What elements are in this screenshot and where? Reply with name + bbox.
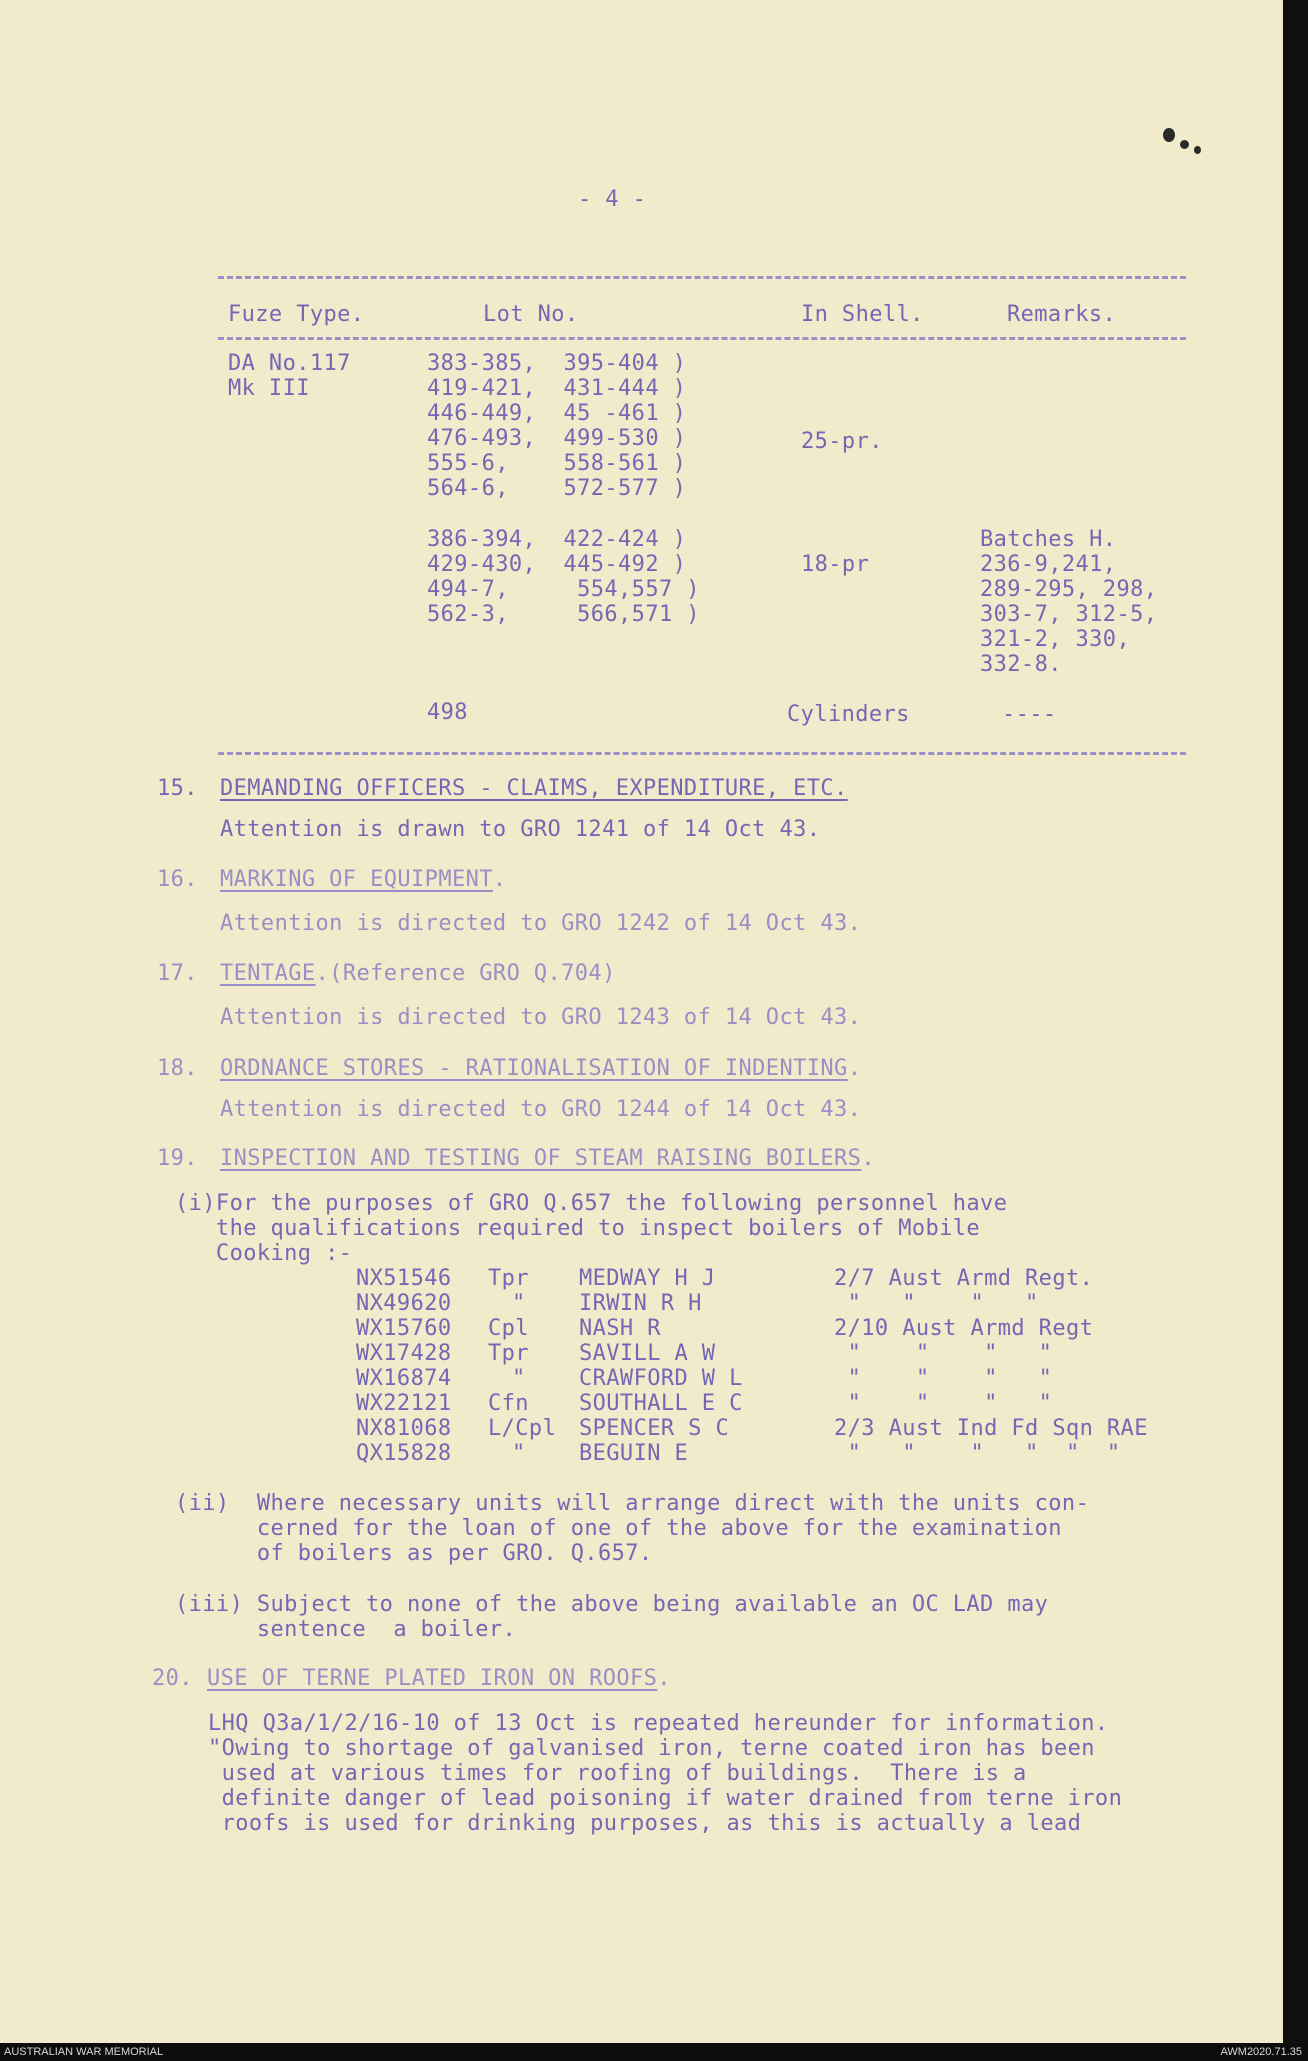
personnel-number: NX49620 bbox=[356, 1291, 452, 1316]
section-body: Attention is directed to GRO 1244 of 14 Oct 43. bbox=[220, 1097, 862, 1122]
section-heading: DEMANDING OFFICERS - CLAIMS, EXPENDITURE, ETC. bbox=[220, 776, 848, 801]
lot-line: 562-3, 566,571 ) bbox=[427, 602, 700, 627]
table-bottom-rule bbox=[218, 752, 1186, 755]
archive-footer bbox=[0, 2043, 1308, 2061]
section-heading-suffix: . bbox=[492, 867, 507, 892]
remarks-line: ---- bbox=[1002, 702, 1057, 727]
remarks-line: Batches H. bbox=[980, 527, 1117, 552]
shell-value: 18-pr bbox=[801, 552, 870, 577]
personnel-name: SPENCER S C bbox=[579, 1416, 730, 1441]
personnel-unit: " " " " bbox=[834, 1341, 1053, 1366]
table-top-rule bbox=[218, 276, 1186, 279]
remarks-line: 303-7, 312-5, bbox=[980, 602, 1158, 627]
lot-line: 446-449, 45 -461 ) bbox=[427, 401, 687, 426]
section-heading-line bbox=[220, 962, 616, 986]
lot-line: 494-7, 554,557 ) bbox=[427, 577, 700, 602]
personnel-name: IRWIN R H bbox=[579, 1291, 702, 1316]
ink-spot bbox=[1163, 128, 1175, 142]
lot-line: 555-6, 558-561 ) bbox=[427, 451, 687, 476]
col-header-lot-no: Lot No. bbox=[483, 302, 579, 327]
personnel-rank: " bbox=[512, 1366, 526, 1391]
lot-line: 386-394, 422-424 ) bbox=[427, 527, 687, 552]
personnel-number: NX51546 bbox=[356, 1266, 452, 1291]
footer-reference: AWM2020.71.35 bbox=[1220, 2046, 1302, 2058]
personnel-rank: Cpl bbox=[488, 1316, 529, 1341]
personnel-unit: " " " " " " bbox=[834, 1441, 1121, 1466]
section-heading: MARKING OF EQUIPMENT bbox=[220, 867, 493, 892]
page-number: - 4 - bbox=[578, 187, 647, 212]
personnel-unit: " " " " bbox=[834, 1366, 1053, 1391]
section-body: Attention is directed to GRO 1242 of 14 Oct 43. bbox=[220, 911, 862, 936]
lot-line: 476-493, 499-530 ) bbox=[427, 426, 687, 451]
personnel-name: CRAWFORD W L bbox=[579, 1366, 743, 1391]
fuze-type-line: DA No.117 bbox=[228, 351, 351, 376]
personnel-name: SOUTHALL E C bbox=[579, 1391, 743, 1416]
section-number: 19. bbox=[157, 1146, 198, 1171]
section-heading-line bbox=[220, 868, 507, 892]
s20-line: roofs is used for drinking purposes, as this is actually a lead bbox=[208, 1811, 1082, 1836]
section-heading: ORDNANCE STORES - RATIONALISATION OF INDENTING bbox=[220, 1056, 848, 1081]
shell-value: Cylinders bbox=[787, 702, 910, 727]
personnel-number: WX16874 bbox=[356, 1366, 452, 1391]
s19-intro-line: (i)For the purposes of GRO Q.657 the following personnel have bbox=[175, 1191, 1008, 1216]
section-heading: INSPECTION AND TESTING OF STEAM RAISING BOILERS bbox=[220, 1146, 862, 1171]
lot-line: 564-6, 572-577 ) bbox=[427, 476, 687, 501]
s19-intro-line: the qualifications required to inspect boilers of Mobile bbox=[175, 1216, 981, 1241]
ink-spot bbox=[1180, 140, 1189, 149]
col-header-in-shell: In Shell. bbox=[801, 302, 924, 327]
personnel-rank: Tpr bbox=[488, 1266, 529, 1291]
col-header-fuze-type: Fuze Type. bbox=[228, 302, 365, 327]
lot-line: 419-421, 431-444 ) bbox=[427, 376, 687, 401]
section-heading-suffix: . bbox=[657, 1666, 671, 1691]
section-heading-line bbox=[220, 1147, 875, 1171]
personnel-rank: L/Cpl bbox=[488, 1416, 557, 1441]
section-heading-suffix: . bbox=[847, 1056, 862, 1081]
personnel-unit: " " " " bbox=[834, 1391, 1053, 1416]
lot-line: 383-385, 395-404 ) bbox=[427, 351, 687, 376]
s20-line: definite danger of lead poisoning if water drained from terne iron bbox=[208, 1786, 1123, 1811]
table-header-rule bbox=[218, 337, 1186, 340]
s19-para-ii: cerned for the loan of one of the above for the examination bbox=[175, 1516, 1062, 1541]
col-header-remarks: Remarks. bbox=[1007, 302, 1117, 327]
personnel-rank: Cfn bbox=[488, 1391, 529, 1416]
section-heading-line bbox=[220, 1057, 861, 1081]
personnel-name: MEDWAY H J bbox=[579, 1266, 716, 1291]
footer-institution: AUSTRALIAN WAR MEMORIAL bbox=[4, 2046, 164, 2058]
personnel-unit: 2/10 Aust Armd Regt bbox=[834, 1316, 1094, 1341]
fuze-type-line: Mk III bbox=[228, 376, 310, 401]
section-body: Attention is directed to GRO 1243 of 14 Oct 43. bbox=[220, 1005, 862, 1030]
personnel-unit: 2/3 Aust Ind Fd Sqn RAE bbox=[834, 1416, 1148, 1441]
personnel-name: SAVILL A W bbox=[579, 1341, 716, 1366]
section-number: 18. bbox=[157, 1056, 198, 1081]
s19-para-ii: (ii) Where necessary units will arrange direct with the units con- bbox=[175, 1491, 1090, 1516]
section-heading-line bbox=[207, 1667, 671, 1691]
remarks-line: 289-295, 298, bbox=[980, 577, 1158, 602]
personnel-number: WX17428 bbox=[356, 1341, 452, 1366]
section-body: Attention is drawn to GRO 1241 of 14 Oct 43. bbox=[220, 817, 821, 842]
s19-intro-line: Cooking :- bbox=[175, 1241, 353, 1266]
personnel-name: BEGUIN E bbox=[579, 1441, 689, 1466]
personnel-number: QX15828 bbox=[356, 1441, 452, 1466]
s20-line: used at various times for roofing of buildings. There is a bbox=[208, 1761, 1027, 1786]
s19-para-ii: of boilers as per GRO. Q.657. bbox=[175, 1541, 653, 1566]
remarks-line: 332-8. bbox=[980, 652, 1062, 677]
personnel-unit: " " " " bbox=[834, 1291, 1039, 1316]
ink-spot bbox=[1194, 146, 1201, 154]
lot-line: 429-430, 445-492 ) bbox=[427, 552, 687, 577]
personnel-rank: " bbox=[512, 1291, 526, 1316]
personnel-number: WX15760 bbox=[356, 1316, 452, 1341]
remarks-line: 321-2, 330, bbox=[980, 627, 1131, 652]
lot-line: 498 bbox=[427, 700, 468, 725]
remarks-line: 236-9,241, bbox=[980, 552, 1117, 577]
section-number: 16. bbox=[157, 867, 198, 892]
personnel-rank: " bbox=[512, 1441, 526, 1466]
personnel-number: NX81068 bbox=[356, 1416, 452, 1441]
scan-edge bbox=[1283, 0, 1308, 2043]
section-heading: USE OF TERNE PLATED IRON ON ROOFS bbox=[207, 1666, 658, 1691]
s20-line: "Owing to shortage of galvanised iron, terne coated iron has been bbox=[208, 1736, 1095, 1761]
personnel-number: WX22121 bbox=[356, 1391, 452, 1416]
personnel-rank: Tpr bbox=[488, 1341, 529, 1366]
personnel-unit: 2/7 Aust Armd Regt. bbox=[834, 1266, 1094, 1291]
section-number: 17. bbox=[157, 961, 198, 986]
shell-value: 25-pr. bbox=[801, 429, 883, 454]
section-heading: TENTAGE bbox=[220, 961, 316, 986]
section-number: 20. bbox=[152, 1666, 193, 1691]
s20-line: LHQ Q3a/1/2/16-10 of 13 Oct is repeated hereunder for information. bbox=[208, 1711, 1109, 1736]
s19-para-iii: (iii) Subject to none of the above being available an OC LAD may bbox=[175, 1592, 1049, 1617]
section-heading-suffix: .(Reference GRO Q.704) bbox=[315, 961, 616, 986]
section-number: 15. bbox=[157, 776, 198, 801]
s19-para-iii: sentence a boiler. bbox=[175, 1617, 517, 1642]
personnel-name: NASH R bbox=[579, 1316, 661, 1341]
section-heading-suffix: . bbox=[861, 1146, 875, 1171]
